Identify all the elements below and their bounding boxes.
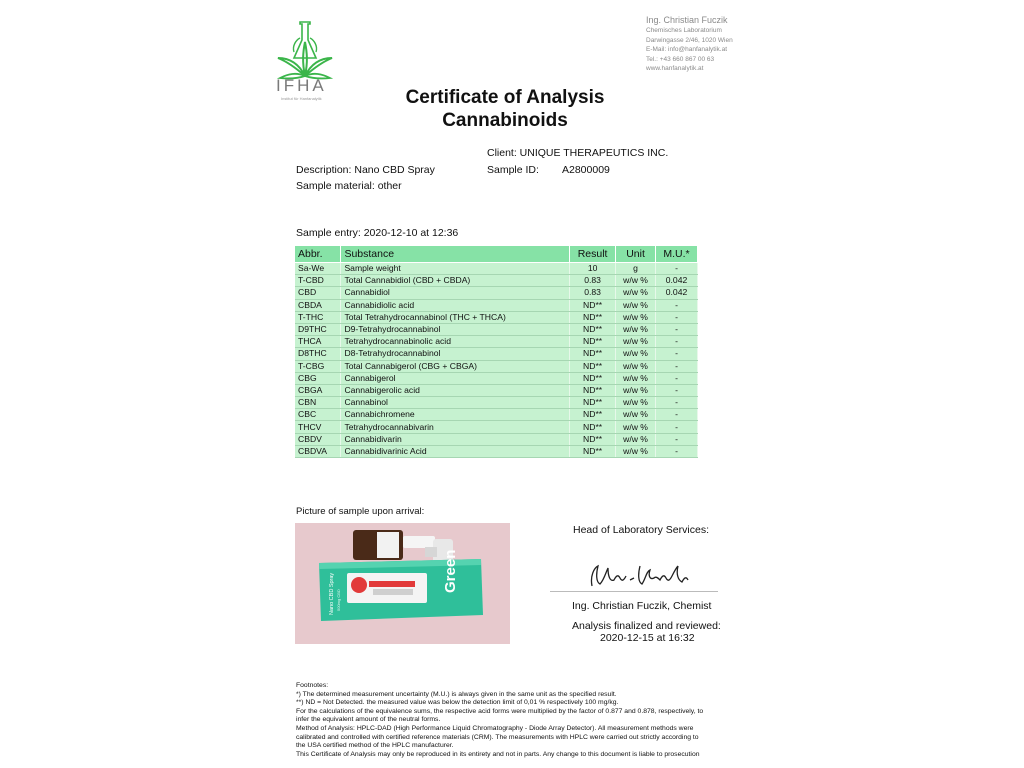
document-title <box>330 86 680 132</box>
logo-wordmark: IFHA <box>276 76 327 95</box>
cell-substance: Cannabigerolic acid <box>341 384 570 396</box>
cell-abbr: D8THC <box>295 348 341 360</box>
cell-substance: D8-Tetrahydrocannabinol <box>341 348 570 360</box>
column-header-substance: Substance <box>341 246 570 263</box>
cell-substance: Cannabigerol <box>341 372 570 384</box>
cell-unit: w/w % <box>616 311 656 323</box>
table-row <box>295 348 698 360</box>
cell-unit: g <box>616 263 656 275</box>
cell-unit: w/w % <box>616 397 656 409</box>
logo-subtitle: Institut für Hanfanalytik <box>281 96 322 101</box>
cell-result: ND** <box>570 323 616 335</box>
cell-unit: w/w % <box>616 287 656 299</box>
footnote-line: **) ND = Not Detected. the measured value was below the detection limit of 0,01 % respectively 100 mg/kg. <box>296 699 619 707</box>
sample-photo <box>295 523 510 644</box>
sample-material: Sample material: other <box>296 180 402 192</box>
cell-result: ND** <box>570 360 616 372</box>
cell-unit: w/w % <box>616 275 656 287</box>
lab-line: Chemisches Laboratorium <box>646 27 722 34</box>
table-row <box>295 275 698 287</box>
cell-mu: - <box>656 433 698 445</box>
table-row <box>295 445 698 457</box>
cell-result: 10 <box>570 263 616 275</box>
cell-mu: - <box>656 372 698 384</box>
table-row <box>295 336 698 348</box>
sample-id: A2800009 <box>562 164 610 176</box>
results-table <box>295 246 698 458</box>
table-row <box>295 397 698 409</box>
cell-result: 0.83 <box>570 275 616 287</box>
cell-unit: w/w % <box>616 421 656 433</box>
cell-mu: - <box>656 360 698 372</box>
lab-website: www.hanfanalytik.at <box>646 65 704 73</box>
cell-unit: w/w % <box>616 384 656 396</box>
table-row <box>295 384 698 396</box>
table-row <box>295 409 698 421</box>
cell-mu: 0.042 <box>656 287 698 299</box>
signature-heading: Head of Laboratory Services: <box>573 524 709 536</box>
box-side-small-text: 500mg CBD <box>336 589 341 611</box>
footnote-line: Method of Analysis: HPLC-DAD (High Performance Liquid Chromatography - Diode Array Detector). All measurement methods were <box>296 724 694 732</box>
cell-substance: D9-Tetrahydrocannabinol <box>341 323 570 335</box>
cell-substance: Tetrahydrocannabinolic acid <box>341 336 570 348</box>
footnotes <box>296 682 756 759</box>
cell-substance: Cannabidiolic acid <box>341 299 570 311</box>
cell-result: ND** <box>570 421 616 433</box>
column-header-result: Result <box>570 246 616 263</box>
cell-substance: Cannabidivarinic Acid <box>341 445 570 457</box>
column-header-unit: Unit <box>616 246 656 263</box>
spray-bottle-photo <box>295 523 510 644</box>
handwritten-signature <box>550 558 718 594</box>
cell-substance: Tetrahydrocannabivarin <box>341 421 570 433</box>
cell-result: ND** <box>570 445 616 457</box>
footnote-line: *) The determined measurement uncertainty (M.U.) is always given in the same unit as the specified result. <box>296 690 617 698</box>
table-row <box>295 299 698 311</box>
finalized-label: Analysis finalized and reviewed: <box>572 620 721 632</box>
footnote-line: infer the equivalent amount of the neutral forms. <box>296 716 441 724</box>
cell-unit: w/w % <box>616 445 656 457</box>
footnote-line: calibrated and controlled with certified reference materials (CRM). The measurements with HPLC were carried out strictly according to <box>296 733 699 741</box>
cell-result: ND** <box>570 409 616 421</box>
title-line-2: Cannabinoids <box>442 110 568 131</box>
cell-result: ND** <box>570 384 616 396</box>
signature-icon <box>550 558 718 594</box>
box-side-text: Nano CBD Spray <box>329 572 335 615</box>
cell-substance: Cannabichromene <box>341 409 570 421</box>
footnote-line: the USA certified method of the HPLC manufacturer. <box>296 742 454 750</box>
cell-abbr: CBG <box>295 372 341 384</box>
cell-unit: w/w % <box>616 336 656 348</box>
cell-result: ND** <box>570 372 616 384</box>
cell-result: ND** <box>570 299 616 311</box>
table-row <box>295 311 698 323</box>
cell-unit: w/w % <box>616 433 656 445</box>
finalized-date: 2020-12-15 at 16:32 <box>600 632 695 644</box>
cell-unit: w/w % <box>616 372 656 384</box>
cell-result: ND** <box>570 348 616 360</box>
cell-substance: Cannabidivarin <box>341 433 570 445</box>
table-row <box>295 287 698 299</box>
footnote-line: For the calculations of the equivalence sums, the respective acid forms were multiplied by the factor of 0.877 and 0.878, respectively, to <box>296 707 704 715</box>
cell-abbr: D9THC <box>295 323 341 335</box>
cell-abbr: CBC <box>295 409 341 421</box>
cell-abbr: CBDVA <box>295 445 341 457</box>
cell-abbr: CBGA <box>295 384 341 396</box>
lab-address-block <box>646 15 733 74</box>
cell-substance: Sample weight <box>341 263 570 275</box>
cell-mu: - <box>656 421 698 433</box>
footnote-line: Footnotes: <box>296 682 329 689</box>
cell-mu: - <box>656 323 698 335</box>
cell-mu: - <box>656 384 698 396</box>
cell-substance: Cannabidiol <box>341 287 570 299</box>
cell-unit: w/w % <box>616 409 656 421</box>
table-row <box>295 323 698 335</box>
cell-mu: - <box>656 299 698 311</box>
cell-abbr: THCV <box>295 421 341 433</box>
table-row <box>295 263 698 275</box>
cell-mu: - <box>656 409 698 421</box>
cell-substance: Total Cannabigerol (CBG + CBGA) <box>341 360 570 372</box>
cell-mu: - <box>656 263 698 275</box>
lab-email: E-Mail: info@hanfanalytik.at <box>646 46 728 54</box>
cell-mu: - <box>656 397 698 409</box>
box-brand-text: Green <box>442 549 459 593</box>
table-row <box>295 421 698 433</box>
cell-abbr: CBDA <box>295 299 341 311</box>
cell-result: ND** <box>570 336 616 348</box>
cell-abbr: T-THC <box>295 311 341 323</box>
cell-mu: - <box>656 445 698 457</box>
cell-abbr: T-CBD <box>295 275 341 287</box>
cell-abbr: CBN <box>295 397 341 409</box>
column-header-abbr: Abbr. <box>295 246 341 263</box>
cell-abbr: Sa-We <box>295 263 341 275</box>
cell-result: ND** <box>570 311 616 323</box>
signatory-name: Ing. Christian Fuczik, Chemist <box>572 600 712 612</box>
cell-unit: w/w % <box>616 348 656 360</box>
cell-mu: - <box>656 336 698 348</box>
sample-entry: Sample entry: 2020-12-10 at 12:36 <box>296 227 459 239</box>
signature-line <box>550 591 718 592</box>
cell-substance: Total Tetrahydrocannabinol (THC + THCA) <box>341 311 570 323</box>
column-header-mu: M.U.* <box>656 246 698 263</box>
lab-phone: Tel.: +43 660 867 00 63 <box>646 55 715 63</box>
cell-abbr: CBD <box>295 287 341 299</box>
cell-mu: 0.042 <box>656 275 698 287</box>
sample-description: Description: Nano CBD Spray <box>296 164 435 176</box>
table-header-row <box>295 246 698 263</box>
lab-line: Darwingasse 2/46, 1020 Wien <box>646 36 733 44</box>
cell-unit: w/w % <box>616 299 656 311</box>
table-row <box>295 433 698 445</box>
lab-name: Ing. Christian Fuczik <box>646 15 728 25</box>
table-row <box>295 372 698 384</box>
cell-unit: w/w % <box>616 360 656 372</box>
client-name: Client: UNIQUE THERAPEUTICS INC. <box>487 147 669 159</box>
photo-caption: Picture of sample upon arrival: <box>296 506 425 517</box>
title-line-1: Certificate of Analysis <box>405 87 605 108</box>
table-row <box>295 360 698 372</box>
sample-id-label: Sample ID: <box>487 164 539 176</box>
cell-mu: - <box>656 348 698 360</box>
cell-abbr: T-CBG <box>295 360 341 372</box>
cell-substance: Total Cannabidiol (CBD + CBDA) <box>341 275 570 287</box>
cell-result: ND** <box>570 397 616 409</box>
footnote-line: This Certificate of Analysis may only be reproduced in its entirety and not in parts. Any change to this document is liable to prosecution <box>296 750 700 758</box>
cell-unit: w/w % <box>616 323 656 335</box>
cell-mu: - <box>656 311 698 323</box>
cell-result: 0.83 <box>570 287 616 299</box>
cell-abbr: CBDV <box>295 433 341 445</box>
cell-abbr: THCA <box>295 336 341 348</box>
cell-substance: Cannabinol <box>341 397 570 409</box>
cell-result: ND** <box>570 433 616 445</box>
